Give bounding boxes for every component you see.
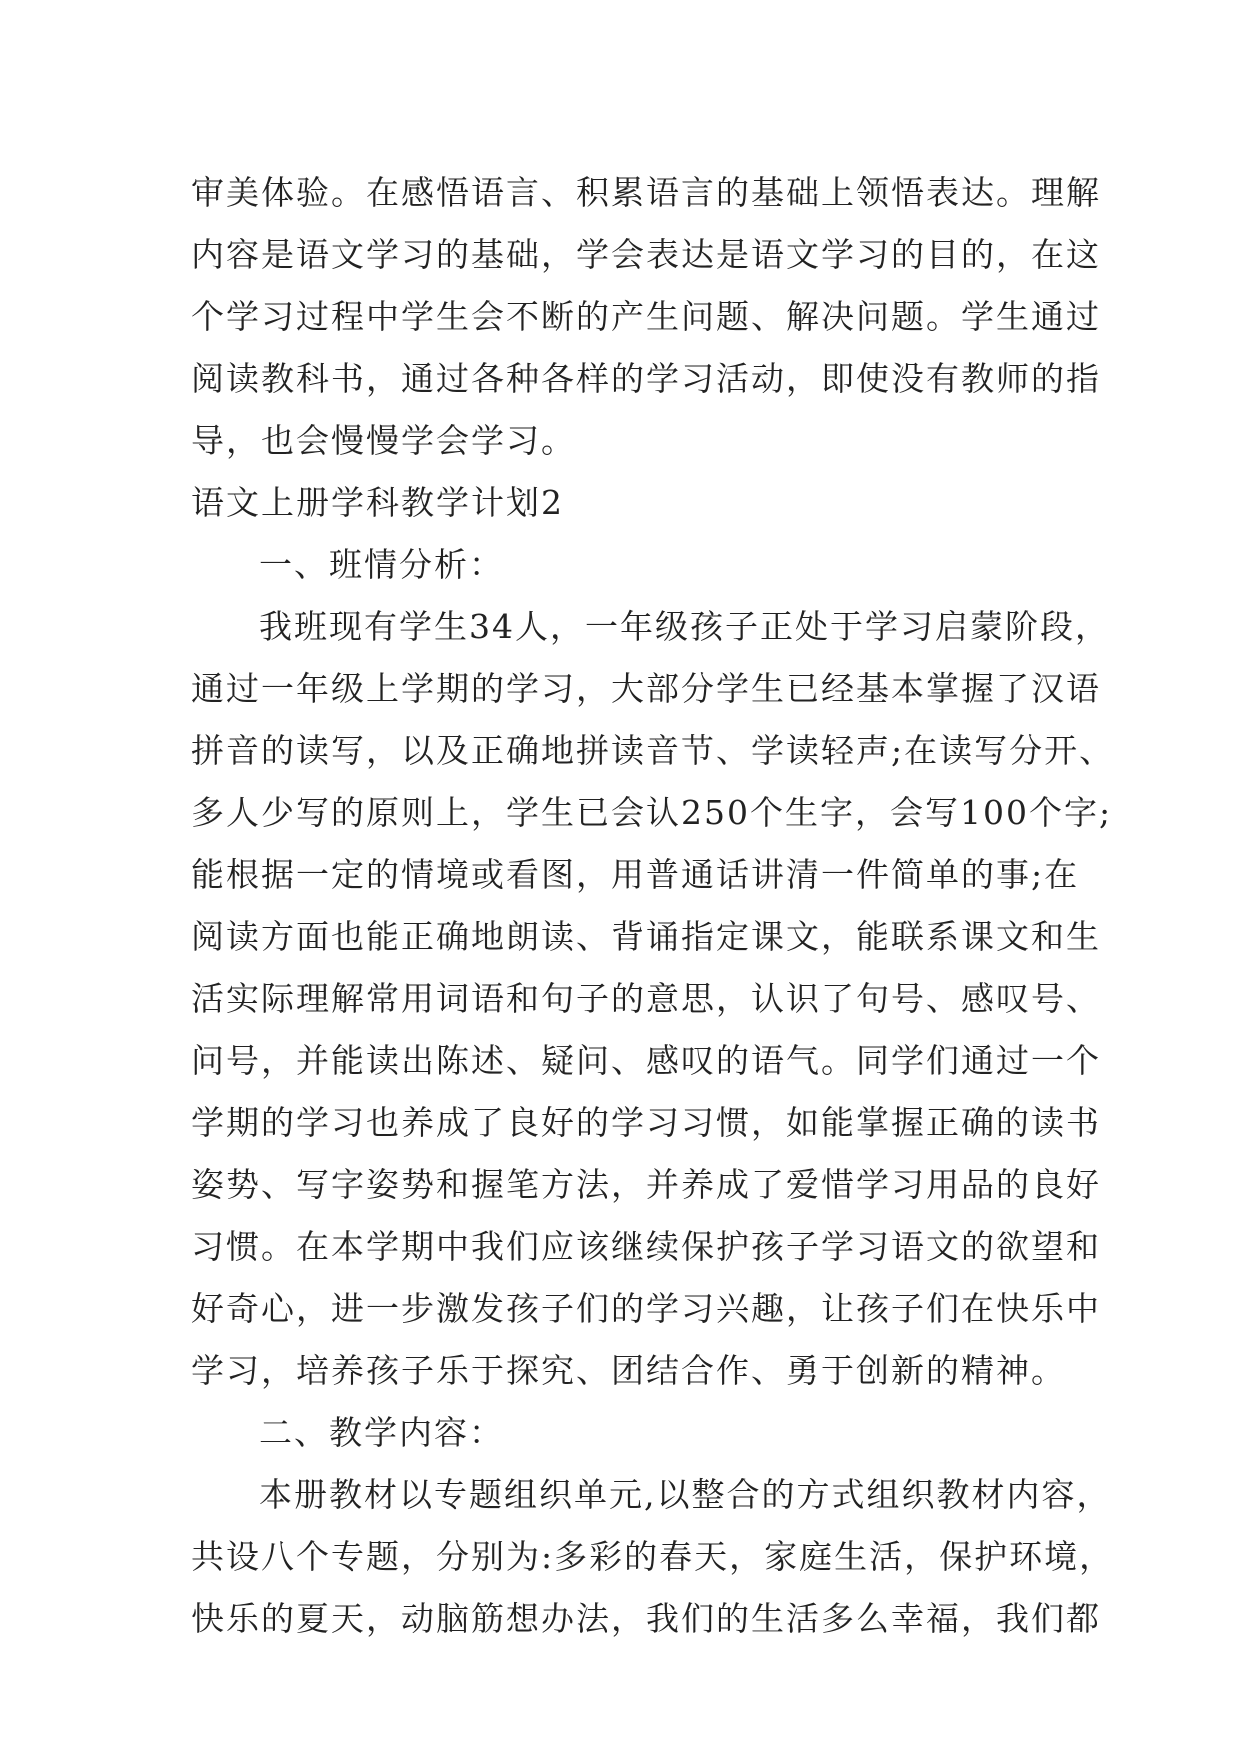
text-line: 本册教材以专题组织单元,以整合的方式组织教材内容， xyxy=(259,1475,1112,1514)
text-line: 导，也会慢慢学会学习。 xyxy=(191,421,576,460)
subheading-teaching-content: 二、教学内容： xyxy=(259,1413,504,1452)
text-line: 阅读方面也能正确地朗读、背诵指定课文，能联系课文和生 xyxy=(191,917,1101,956)
text-line: 快乐的夏天，动脑筋想办法，我们的生活多么幸福，我们都 xyxy=(191,1599,1101,1638)
text-line: 个学习过程中学生会不断的产生问题、解决问题。学生通过 xyxy=(191,297,1101,336)
text-line: 审美体验。在感悟语言、积累语言的基础上领悟表达。理解 xyxy=(191,173,1101,212)
text-line: 学期的学习也养成了良好的学习习惯，如能掌握正确的读书 xyxy=(191,1103,1101,1142)
text-line: 习惯。在本学期中我们应该继续保护孩子学习语文的欲望和 xyxy=(191,1227,1101,1266)
text-line: 好奇心，进一步激发孩子们的学习兴趣，让孩子们在快乐中 xyxy=(191,1289,1101,1328)
section-title: 语文上册学科教学计划2 xyxy=(191,483,564,522)
text-line: 共设八个专题，分别为:多彩的春天，家庭生活，保护环境， xyxy=(191,1537,1115,1576)
text-line: 内容是语文学习的基础，学会表达是语文学习的目的，在这 xyxy=(191,235,1101,274)
text-line: 多人少写的原则上，学生已会认250个生字，会写100个字; xyxy=(191,793,1113,832)
text-line: 姿势、写字姿势和握笔方法，并养成了爱惜学习用品的良好 xyxy=(191,1165,1101,1204)
subheading-class-analysis: 一、班情分析： xyxy=(259,545,504,584)
text-line: 学习，培养孩子乐于探究、团结合作、勇于创新的精神。 xyxy=(191,1351,1066,1390)
document-body xyxy=(191,162,1115,1650)
text-line: 问号，并能读出陈述、疑问、感叹的语气。同学们通过一个 xyxy=(191,1041,1101,1080)
text-line: 活实际理解常用词语和句子的意思，认识了句号、感叹号、 xyxy=(191,979,1101,1018)
text-line: 阅读教科书，通过各种各样的学习活动，即使没有教师的指 xyxy=(191,359,1101,398)
text-line: 通过一年级上学期的学习，大部分学生已经基本掌握了汉语 xyxy=(191,669,1101,708)
text-line: 拼音的读写，以及正确地拼读音节、学读轻声;在读写分开、 xyxy=(191,731,1115,770)
text-line: 我班现有学生34人，一年级孩子正处于学习启蒙阶段， xyxy=(259,607,1110,646)
text-line: 能根据一定的情境或看图，用普通话讲清一件简单的事;在 xyxy=(191,855,1080,894)
